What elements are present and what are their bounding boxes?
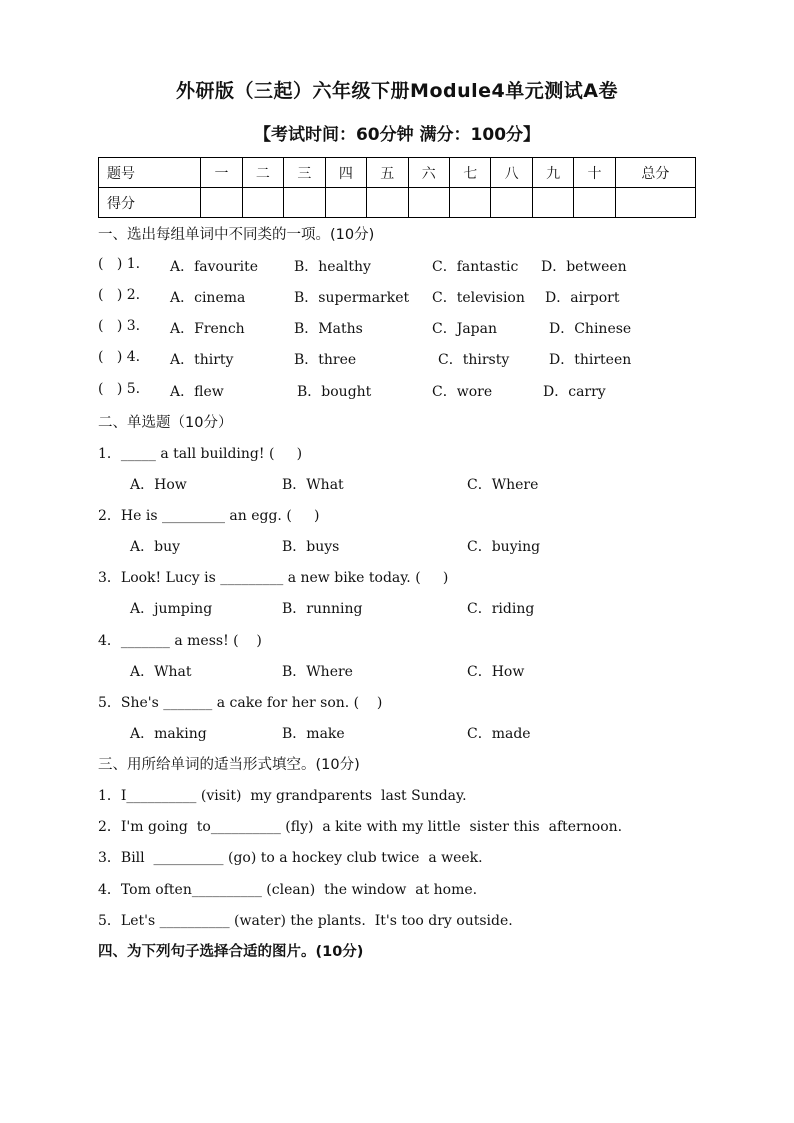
option-a: A．favourite [170, 259, 259, 275]
score-cell[interactable] [408, 188, 449, 218]
question-number: ( ) 3. [98, 318, 141, 334]
table-cell: 五 [367, 158, 408, 188]
fill-in-item: 1．I__________ (visit) my grandparents last Sunday. [98, 788, 467, 804]
table-cell: 十 [574, 158, 615, 188]
table-cell: 四 [325, 158, 366, 188]
option-b: B．make [282, 726, 345, 742]
table-cell: 一 [201, 158, 242, 188]
table-cell: 二 [242, 158, 283, 188]
fill-in-item: 5．Let's __________ (water) the plants. It's too dry outside. [98, 913, 513, 929]
option-a: A．What [130, 664, 192, 680]
question-number: ( ) 4. [98, 349, 141, 365]
option-b: B．healthy [294, 259, 371, 275]
option-c: C．television [432, 290, 525, 306]
score-cell[interactable] [201, 188, 242, 218]
score-table [98, 157, 696, 218]
score-cell[interactable] [242, 188, 283, 218]
score-table-score-row [99, 188, 696, 218]
score-cell[interactable] [615, 188, 695, 218]
option-b: B．What [282, 477, 344, 493]
option-c: C．made [467, 726, 531, 742]
question-text: 2．He is _________ an egg. ( ) [98, 508, 320, 524]
section-2-heading: 二、单选题（10分） [98, 415, 233, 431]
option-a: A．buy [130, 539, 180, 555]
option-c: C．wore [432, 384, 493, 400]
option-c: C．thirsty [438, 352, 510, 368]
question-text: 3．Look! Lucy is _________ a new bike today. ( ) [98, 570, 449, 586]
score-cell[interactable] [532, 188, 573, 218]
option-c: C．How [467, 664, 525, 680]
table-cell: 六 [408, 158, 449, 188]
score-cell[interactable] [325, 188, 366, 218]
question-number: ( ) 1. [98, 256, 141, 272]
option-a: A．making [130, 726, 207, 742]
fill-in-item: 4．Tom often__________ (clean) the window at home. [98, 882, 478, 898]
exam-info: 【考试时间：60分钟 满分：100分】 [253, 125, 541, 145]
question-text: 4．_______ a mess! ( ) [98, 633, 262, 649]
table-cell: 三 [284, 158, 325, 188]
option-a: A．How [130, 477, 187, 493]
section-4-heading: 四、为下列句子选择合适的图片。(10分) [98, 944, 364, 960]
option-a: A．French [170, 321, 245, 337]
option-a: A．cinema [170, 290, 246, 306]
option-c: C．buying [467, 539, 541, 555]
option-b: B．bought [297, 384, 372, 400]
question-number: ( ) 5. [98, 381, 141, 397]
question-text: 5．She's _______ a cake for her son. ( ) [98, 695, 383, 711]
score-cell[interactable] [367, 188, 408, 218]
option-d: D．between [541, 259, 627, 275]
score-cell[interactable] [284, 188, 325, 218]
table-cell: 八 [491, 158, 532, 188]
table-cell: 得分 [99, 188, 201, 218]
fill-in-item: 3．Bill __________ (go) to a hockey club twice a week. [98, 850, 483, 866]
score-table-header-row [99, 158, 696, 188]
section-3-heading: 三、用所给单词的适当形式填空。(10分) [98, 757, 360, 773]
option-b: B．Where [282, 664, 353, 680]
score-cell[interactable] [574, 188, 615, 218]
fill-in-item: 2．I'm going to__________ (fly) a kite with my little sister this afternoon. [98, 819, 623, 835]
option-c: C．Japan [432, 321, 497, 337]
option-c: C．riding [467, 601, 535, 617]
option-a: A．jumping [130, 601, 213, 617]
table-cell: 题号 [99, 158, 201, 188]
question-text: 1．_____ a tall building! ( ) [98, 446, 303, 462]
option-a: A．thirty [170, 352, 234, 368]
page-title: 外研版（三起）六年级下册Module4单元测试A卷 [176, 80, 618, 102]
table-cell: 总分 [615, 158, 695, 188]
option-c: C．Where [467, 477, 539, 493]
table-cell: 九 [532, 158, 573, 188]
option-b: B．supermarket [294, 290, 410, 306]
section-1-heading: 一、选出每组单词中不同类的一项。(10分) [98, 227, 375, 243]
option-d: D．Chinese [549, 321, 632, 337]
score-cell[interactable] [449, 188, 490, 218]
option-d: D．thirteen [549, 352, 632, 368]
table-cell: 七 [449, 158, 490, 188]
option-d: D．airport [545, 290, 620, 306]
score-cell[interactable] [491, 188, 532, 218]
option-d: D．carry [543, 384, 606, 400]
option-a: A．flew [170, 384, 224, 400]
question-number: ( ) 2. [98, 287, 141, 303]
option-b: B．Maths [294, 321, 363, 337]
option-b: B．buys [282, 539, 340, 555]
option-b: B．three [294, 352, 357, 368]
option-c: C．fantastic [432, 259, 519, 275]
option-b: B．running [282, 601, 363, 617]
